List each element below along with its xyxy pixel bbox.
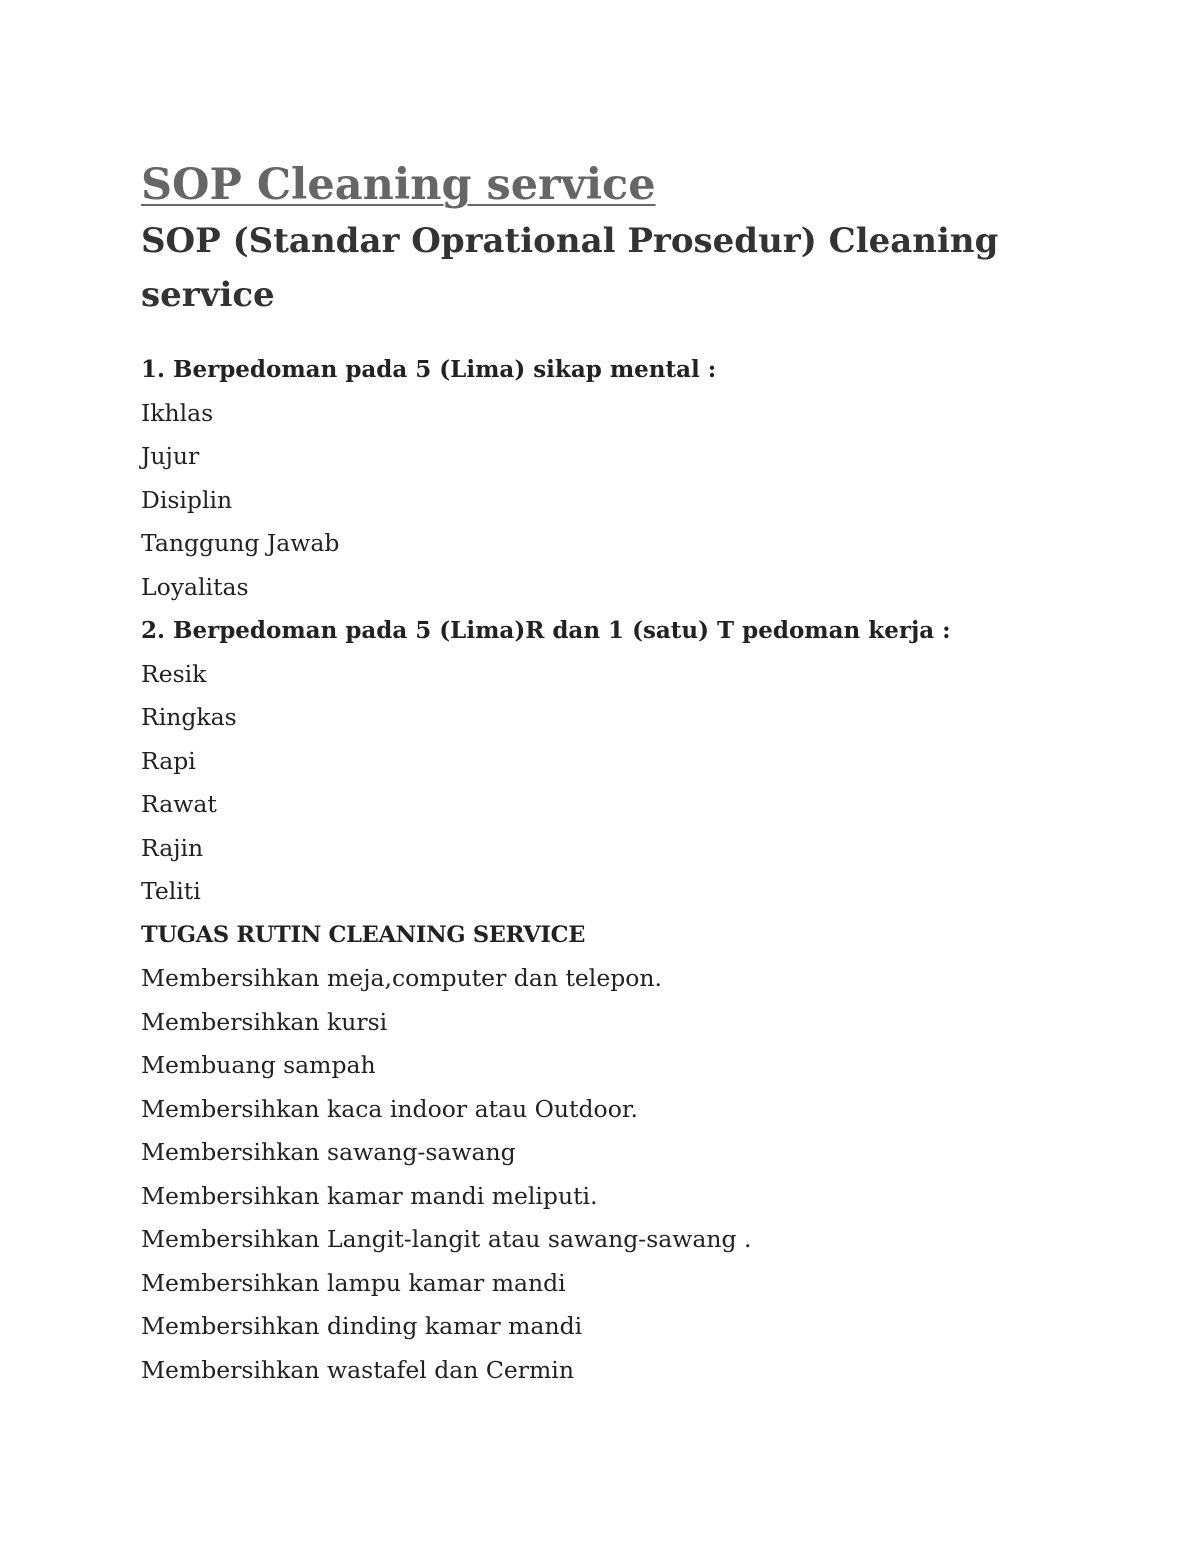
- document-page: [141, 150, 1041, 1392]
- list-item: Tanggung Jawab: [141, 529, 340, 557]
- list-item: Membersihkan sawang-sawang: [141, 1138, 516, 1166]
- section-heading: 2. Berpedoman pada 5 (Lima)R dan 1 (satu) T pedoman kerja :: [141, 617, 951, 644]
- section-heading: 1. Berpedoman pada 5 (Lima) sikap mental :: [141, 356, 717, 383]
- list-item: Ringkas: [141, 703, 237, 731]
- list-item: Membuang sampah: [141, 1051, 376, 1079]
- section-work-guidelines: [141, 609, 1041, 914]
- section-mental-attitude: [141, 348, 1041, 609]
- section-routine-tasks: [141, 914, 1041, 1393]
- section-heading: TUGAS RUTIN CLEANING SERVICE: [141, 921, 586, 948]
- list-item: Membersihkan kaca indoor atau Outdoor.: [141, 1094, 638, 1123]
- list-item: Ikhlas: [141, 398, 214, 427]
- list-item: Membersihkan dinding kamar mandi: [141, 1312, 583, 1340]
- list-item: Membersihkan kursi: [141, 1007, 388, 1036]
- document-title[interactable]: SOP Cleaning service: [141, 160, 656, 210]
- list-item: Teliti: [141, 877, 201, 905]
- list-item: Membersihkan Langit-langit atau sawang-sawang .: [141, 1225, 752, 1253]
- list-item: Rapi: [141, 746, 196, 775]
- list-item: Loyalitas: [141, 572, 249, 601]
- list-item: Membersihkan lampu kamar mandi: [141, 1268, 566, 1297]
- list-item: Jujur: [141, 442, 200, 470]
- document-subtitle: SOP (Standar Oprational Prosedur) Cleaning service: [141, 221, 999, 315]
- list-item: Membersihkan kamar mandi meliputi.: [141, 1181, 598, 1210]
- list-item: Resik: [141, 659, 207, 688]
- list-item: Membersihkan wastafel dan Cermin: [141, 1355, 574, 1384]
- list-item: Membersihkan meja,computer dan telepon.: [141, 964, 663, 992]
- spacer: [141, 322, 1041, 348]
- list-item: Rajin: [141, 833, 204, 862]
- list-item: Rawat: [141, 790, 217, 818]
- list-item: Disiplin: [141, 485, 233, 514]
